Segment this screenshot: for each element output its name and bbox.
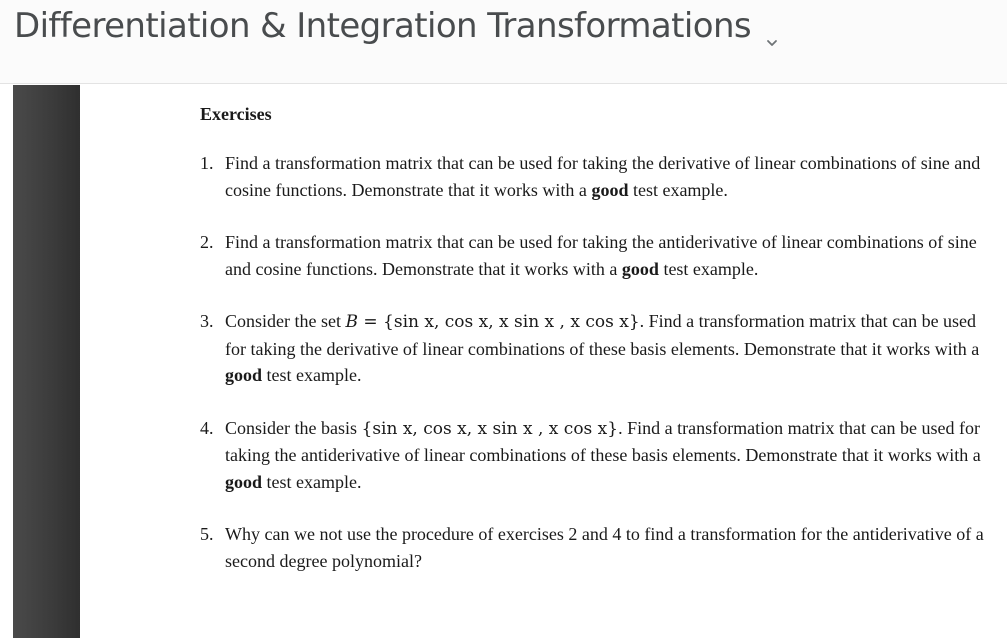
- exercise-lead: Consider the basis: [225, 417, 362, 438]
- basis-set: {sin x, cos x, x sin x , x cos x}: [383, 312, 640, 332]
- exercise-text-end: test example.: [262, 471, 362, 492]
- exercise-bold-word: good: [225, 365, 263, 385]
- exercise-number: 2.: [200, 232, 214, 252]
- exercises-heading: Exercises: [200, 104, 272, 124]
- exercise-bold-word: good: [225, 471, 263, 492]
- equals-sign: =: [357, 312, 384, 332]
- page-title-text: Differentiation & Integration Transformations: [14, 6, 752, 46]
- exercise-text: . Find a transformation matrix that can be used for taking the antiderivative of linear combinations of these basis elements. Demonstrate that it works with a: [225, 417, 981, 465]
- exercise-number: 1.: [200, 153, 214, 173]
- exercise-text: Why can we not use the procedure of exercises 2 and 4 to find a transformation for the antiderivative of a second degree polynomial?: [225, 524, 984, 571]
- exercise-text-end: test example.: [658, 258, 759, 279]
- exercise-bold-word: good: [621, 258, 659, 279]
- exercise-text-end: test example.: [628, 179, 728, 200]
- exercise-text: . Find a transformation matrix that can be used for taking the derivative of linear combinations of these basis elements. Demonstrate that it works with a: [225, 311, 980, 359]
- exercise-item: [200, 150, 990, 203]
- page-header: [0, 0, 1007, 84]
- set-variable: B: [345, 312, 358, 332]
- exercise-number: 5.: [200, 524, 214, 544]
- chevron-down-icon[interactable]: [765, 19, 779, 33]
- basis-set: {sin x, cos x, x sin x , x cos x}: [361, 418, 619, 439]
- exercise-number: 4.: [200, 417, 214, 438]
- exercise-text: Find a transformation matrix that can be used for taking the antiderivative of linear combinations of sine and cosine functions. Demonstrate that it works with a: [225, 232, 977, 279]
- exercise-item: [200, 521, 990, 574]
- exercise-lead: Consider the set: [225, 311, 346, 331]
- document-content: [200, 100, 990, 600]
- sidebar-panel: [13, 85, 80, 638]
- exercise-item: [200, 229, 990, 282]
- exercise-number: 3.: [200, 311, 214, 331]
- exercise-list: [200, 150, 990, 574]
- page-title-button[interactable]: [14, 6, 779, 46]
- exercise-bold-word: good: [591, 179, 629, 200]
- exercise-item: [200, 415, 990, 496]
- exercise-text-end: test example.: [262, 365, 362, 385]
- exercise-text: Find a transformation matrix that can be used for taking the derivative of linear combinations of sine and cosine functions. Demonstrate that it works with a: [225, 153, 981, 200]
- exercise-item: [200, 308, 990, 389]
